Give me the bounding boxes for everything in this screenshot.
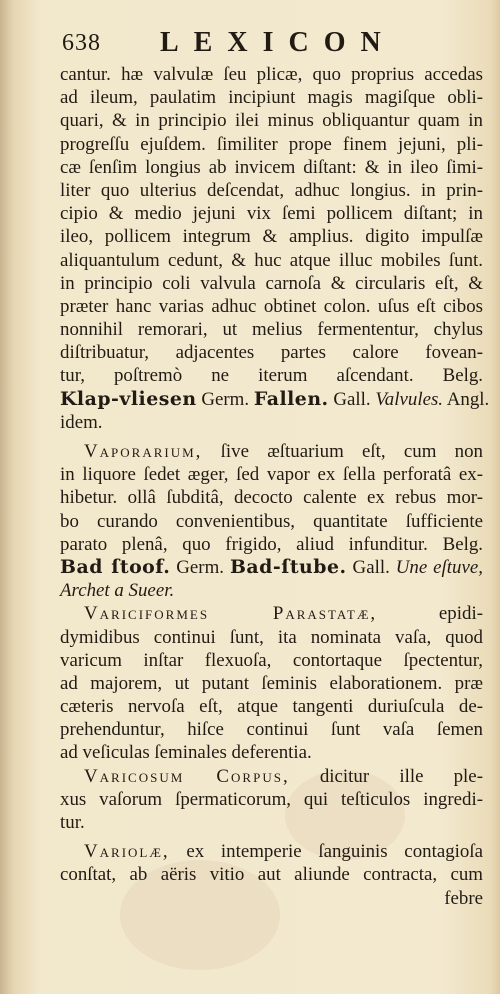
text-column	[60, 63, 490, 910]
text-line: cæteris nervoſa eſt, atque tangenti duriuſcula de-	[60, 696, 483, 718]
text-line: liter quo ulterius deſcendat, adhuc longius. in prin-	[60, 179, 483, 201]
text-line: tur, poſtremò ne iterum aſcendant. Belg.	[60, 365, 483, 387]
vernacular-line	[60, 556, 483, 579]
text-line: præter hanc varias adhuc obtinet colon. uſus eſt cibos	[60, 295, 483, 317]
text-line: diſtribuatur, adjacentes partes calore fovean-	[60, 342, 483, 364]
french-term: Valvules.	[375, 388, 444, 410]
entry-first-line	[60, 765, 483, 788]
entry-first-line	[60, 602, 483, 625]
text-line: cantur. hæ valvulæ ſeu plicæ, quo proprius accedas	[60, 64, 483, 85]
language-label: Angl.	[446, 388, 490, 410]
text-line: idem.	[60, 411, 103, 433]
text-line: prehenduntur, hiſce continui ſunt vaſa ſemen	[60, 719, 483, 741]
page-title: LEXICON	[160, 27, 396, 58]
french-term: Une eſtuve,	[395, 556, 483, 578]
text-line: Archet a Sueer.	[60, 580, 175, 602]
language-label: Gall.	[333, 388, 371, 410]
text-line: in liquore ſedet æger, ſed vapor ex ſella perforatâ ex-	[60, 464, 483, 486]
entry-first-line	[60, 840, 483, 863]
headword: Vaporarium,	[84, 441, 203, 462]
text-line: in principio coli valvula carnoſa & circularis eſt, &	[60, 272, 483, 294]
text-line: parato plenâ, quo frigido, aliud infunditur. Belg.	[60, 533, 483, 555]
text-fragment: epidi-	[438, 603, 483, 625]
text-line: progreſſu ejuſdem. ſimiliter prope finem jejuni, pli-	[60, 133, 483, 155]
language-label: Germ.	[176, 556, 224, 578]
text-line: xus vaſorum ſpermaticorum, qui teſticulos ingredi-	[60, 788, 483, 810]
headword: Variolæ,	[84, 841, 170, 863]
running-head	[62, 22, 462, 58]
catchword: febre	[444, 887, 483, 909]
entry-vaporarium	[60, 440, 483, 602]
german-term: Fallen.	[253, 387, 329, 410]
headword: Variciformes Parastatæ,	[84, 603, 378, 625]
text-line: bo curando convenientibus, quantitate ſufficiente	[60, 510, 483, 532]
text-fragment: ex intemperie ſanguinis contagioſa	[186, 841, 483, 863]
belgian-term: Bad ſtoof.	[60, 555, 171, 578]
text-line: ileo, pollicem integrum & amplius. digito impulſæ	[60, 226, 483, 248]
text-line: hibetur. ollâ ſubditâ, decocto calente ex rebus mor-	[60, 487, 483, 509]
german-term: Bad-ſtube.	[229, 555, 347, 578]
text-line: nonnihil remorari, ut melius fermententur, chylus	[60, 319, 483, 341]
text-fragment: ſive æſtuarium eſt, cum non	[220, 441, 483, 462]
text-fragment: dicitur ille ple-	[319, 765, 483, 787]
text-line: tur.	[60, 812, 85, 833]
entry-varicosum-corpus	[60, 765, 483, 835]
language-label: Gall.	[352, 556, 390, 578]
text-line: dymidibus continui ſunt, ita nominata vaſa, quod	[60, 626, 483, 648]
headword: Varicosum Corpus,	[84, 765, 290, 787]
language-label: Germ.	[201, 388, 250, 410]
belgian-term: Klap-vliesen	[60, 387, 197, 410]
text-line: aliquantulum cedunt, & huc atque illuc mobiles ſunt.	[60, 249, 483, 271]
text-line: ad majorem, ut putant ſeminis elaborationem. præ	[60, 672, 483, 694]
entry-valvulae-continued	[60, 63, 490, 434]
entry-first-line	[60, 440, 483, 463]
text-line: quari, & in principio ilei minus obliquantur quam in	[60, 110, 483, 132]
text-line: ad ileum, paulatim incipiunt magis magiſque obli-	[60, 87, 483, 109]
entry-variolae	[60, 840, 483, 910]
page-number: 638	[62, 30, 101, 56]
text-line: cæ ſenſim longius ab invicem diſtant: & in ileo ſimi-	[60, 156, 483, 178]
text-line: ad veſiculas ſeminales deferentia.	[60, 742, 312, 764]
text-line: conſtat, ab aëris vitio aut aliunde contracta, cum	[60, 864, 483, 886]
entry-variciformes-parastatae	[60, 602, 483, 764]
text-line: cipio & medio jejuni vix ſemi pollicem diſtant; in	[60, 203, 483, 225]
text-line: varicum inſtar flexuoſa, contortaque ſpectentur,	[60, 649, 483, 671]
vernacular-line	[60, 387, 490, 411]
